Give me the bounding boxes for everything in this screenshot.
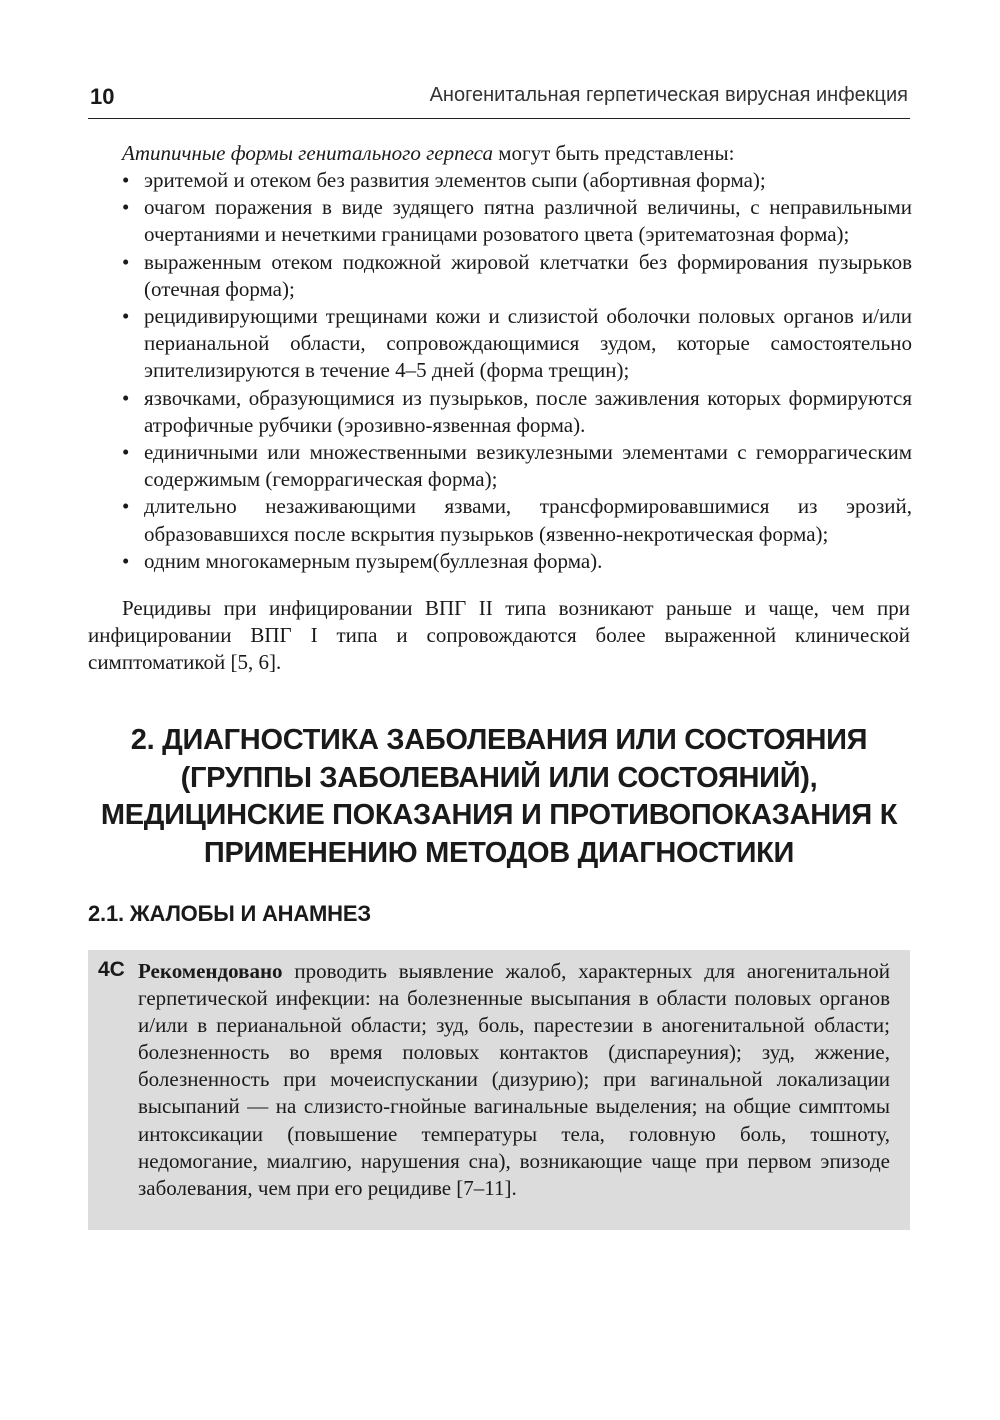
recommendation-lead: Рекомендовано bbox=[138, 959, 283, 983]
recommendation-body: проводить выявление жалоб, характерных для аногенитальной герпетической инфекции: на болезненные высыпания в области половых органов и/или в перианальной области; зуд, боль, парестезии в аногенитальной области; болезненность во время половых контактов (диспареуния); зуд, жжение, болезненность при мочеиспускании (дизурию); при вагинальной локализации высыпаний — на слизисто-гнойные вагинальные выделения; на общие симптомы интоксикации (повышение температуры тела, головную боль, тошноту, недомогание, миалгию, нарушения сна), возникающие чаще при первом эпизоде заболевания, чем при его рецидиве [7–11]. bbox=[138, 959, 890, 1200]
section-title: 2. ДИАГНОСТИКА ЗАБОЛЕВАНИЯ ИЛИ СОСТОЯНИЯ (ГРУППЫ ЗАБОЛЕВАНИЙ ИЛИ СОСТОЯНИЙ), МЕДИЦИНСКИЕ ПОКАЗАНИЯ И ПРОТИВОПОКАЗАНИЯ К ПРИМЕНЕНИЮ МЕТОДОВ ДИАГНОСТИКИ bbox=[100, 724, 898, 869]
list-item: • эритемой и отеком без развития элементов сыпи (абортивная форма); bbox=[122, 167, 912, 194]
recommendation-box bbox=[88, 950, 910, 1230]
subsection-title: 2.1. ЖАЛОБЫ И АНАМНЕЗ bbox=[88, 901, 371, 926]
list-item: • единичными или множественными везикулезными элементами с геморрагическим содержимым (геморрагическая форма); bbox=[122, 439, 912, 493]
list-item: • длительно незаживающими язвами, трансформировавшимися из эрозий, образовавшихся после вскрытия пузырьков (язвенно-некротическая форма); bbox=[122, 493, 912, 547]
intro-line bbox=[122, 140, 912, 167]
intro-italic-lead: Атипичные формы генитального герпеса bbox=[122, 141, 493, 165]
atypical-forms-list bbox=[122, 167, 912, 575]
evidence-level: 4С bbox=[98, 958, 125, 981]
list-item: • одним многокамерным пузырем(буллезная форма). bbox=[122, 548, 912, 575]
intro-rest: могут быть представлены: bbox=[492, 141, 735, 165]
relapse-paragraph: Рецидивы при инфицировании ВПГ II типа возникают раньше и чаще, чем при инфицировании ВПГ I типа и сопровождаются более выраженной клинической симптоматикой [5, 6]. bbox=[88, 596, 910, 675]
list-item: • выраженным отеком подкожной жировой клетчатки без формирования пузырьков (отечная форма); bbox=[122, 249, 912, 303]
list-item: • рецидивирующими трещинами кожи и слизистой оболочки половых органов и/или перианальной области, сопровождающимися зудом, которые самостоятельно эпителизируются в течение 4–5 дней (форма трещин); bbox=[122, 303, 912, 385]
list-item: • очагом поражения в виде зудящего пятна различной величины, с неправильными очертаниями и нечеткими границами розоватого цвета (эритематозная форма); bbox=[122, 194, 912, 248]
recommendation-text bbox=[138, 958, 890, 1202]
running-title: Аногенитальная герпетическая вирусная инфекция bbox=[429, 84, 908, 106]
page-number: 10 bbox=[90, 84, 115, 109]
page-header bbox=[88, 84, 910, 119]
list-item: • язвочками, образующимися из пузырьков, после заживления которых формируются атрофичные рубчики (эрозивно-язвенная форма). bbox=[122, 385, 912, 439]
